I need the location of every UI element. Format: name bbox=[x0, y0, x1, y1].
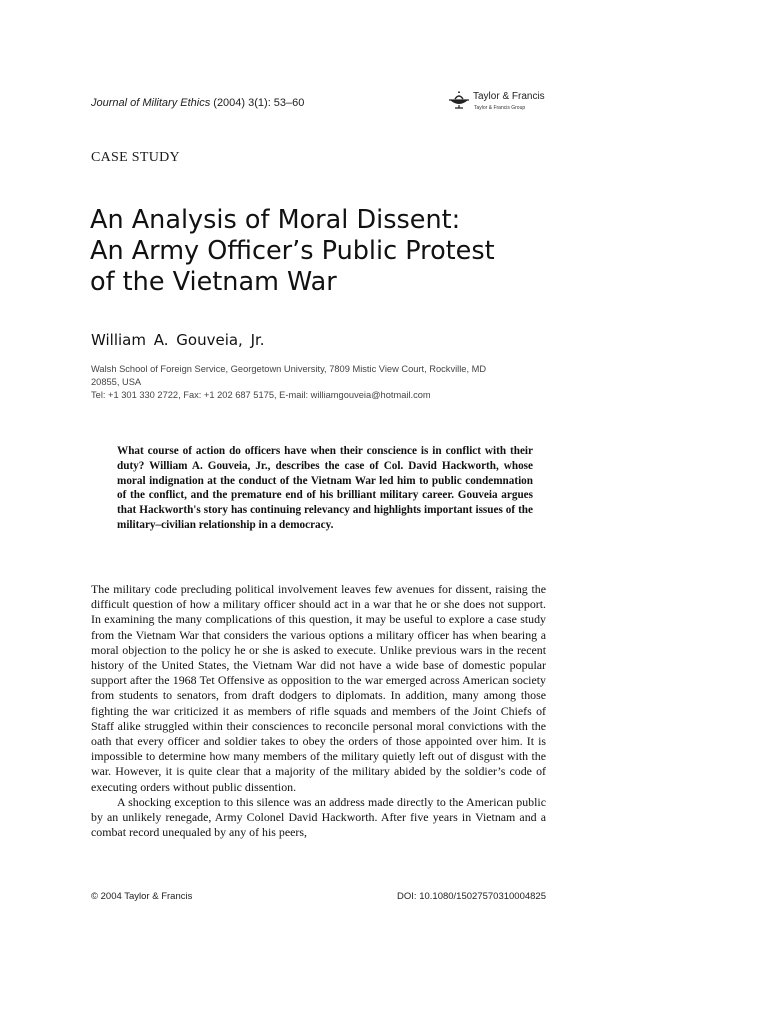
article-title bbox=[90, 205, 590, 298]
body-paragraph: A shocking exception to this silence was an address made directly to the American public by an unlikely renegade, Army Colonel David Hackworth. After five years in Vietnam and a combat record unequaled by any of his peers, bbox=[91, 794, 546, 840]
publisher-logo bbox=[447, 88, 557, 116]
doi: DOI: 10.1080/15027570310004825 bbox=[397, 891, 546, 902]
body-paragraph: The military code precluding political involvement leaves few avenues for dissent, raising the difficult question of how a military officer should act in a war that he or she does not support. In examining the many complications of this question, it may be useful to explore a case study from the Vietnam War that considers the various options a military officer has when bearing a moral objection to the policy he or she is asked to execute. Unlike previous wars in the recent history of the United States, the Vietnam War did not have a wide base of domestic popular support after the 1968 Tet Offensive as opposition to the war emerged across American society from students to senators, from draft dodgers to diplomats. In addition, many among those fighting the war criticized it as members of rifle squads and members of the Joint Chiefs of Staff alike struggled within their consciences to reconcile personal moral convictions with the oath that every officer and soldier takes to obey the orders of those appointed over him. It is impossible to determine how many members of the military quietly left out of disgust with the war. However, it is quite clear that a majority of the military abided by the soldier’s code of executing orders without public dissention. bbox=[91, 582, 546, 794]
journal-citation bbox=[91, 97, 304, 109]
article-body bbox=[91, 582, 546, 840]
contact-line: Tel: +1 301 330 2722, Fax: +1 202 687 5175, E-mail: williamgouveia@hotmail.com bbox=[91, 390, 431, 400]
author-affiliation bbox=[91, 363, 561, 402]
journal-volume-pages: (2004) 3(1): 53–60 bbox=[210, 97, 305, 109]
publisher-name: Taylor & Francis bbox=[473, 91, 545, 102]
affiliation-line: 20855, USA bbox=[91, 377, 142, 387]
affiliation-line: Walsh School of Foreign Service, Georgetown University, 7809 Mistic View Court, Rockville, MD bbox=[91, 364, 487, 374]
title-line: An Analysis of Moral Dissent: bbox=[90, 205, 461, 235]
title-line: of the Vietnam War bbox=[90, 267, 337, 297]
copyright-notice: © 2004 Taylor & Francis bbox=[91, 891, 193, 902]
publisher-group: Taylor & Francis Group bbox=[474, 105, 526, 111]
abstract: What course of action do officers have when their conscience is in conflict with their duty? William A. Gouveia, Jr., describes the case of Col. David Hackworth, whose moral indignation at the conduct of the Vietnam War led him to public condemnation of the conflict, and the premature end of his brilliant military career. Gouveia argues that Hackworth's story has continuing relevancy and highlights important issues of the military–civilian relationship in a democracy. bbox=[117, 445, 533, 531]
title-line: An Army Officer’s Public Protest bbox=[90, 236, 495, 266]
journal-name: Journal of Military Ethics bbox=[91, 97, 211, 109]
author-name: William A. Gouveia, Jr. bbox=[91, 331, 265, 349]
section-label: CASE STUDY bbox=[91, 150, 180, 165]
taylor-francis-lamp-icon bbox=[447, 88, 471, 110]
